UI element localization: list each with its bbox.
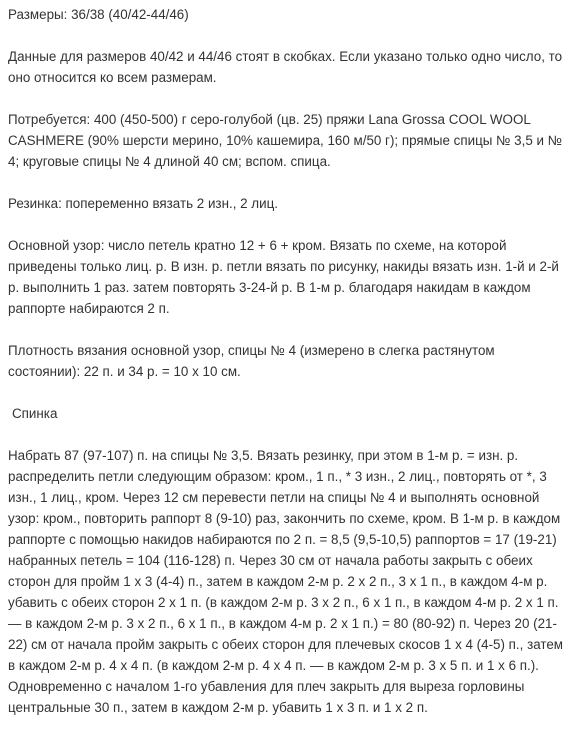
materials-paragraph: Потребуется: 400 (450-500) г серо-голубой (цв. 25) пряжи Lana Grossa COOL WOOL CASHMERE (90% шерсти мерино, 10% кашемира, 160 м/50 г); прямые спицы № 3,5 и № 4; круговые спицы № 4 длиной 40 см; вспом. спица. (8, 112, 563, 169)
back-instructions-paragraph: Набрать 87 (97-107) п. на спицы № 3,5. Вязать резинку, при этом в 1-м р. = изн. р. распределить петли следующим образом: кром., 1 п., * 3 изн., 2 лиц., повторять от *, 3 изн., 1 лиц., кром. Через 12 см перевести петли на спицы № 4 и выполнять основной узор: кром., повторить раппорт 8 (9-10) раз, закончить по схеме, кром. В 1-м р. в каждом раппорте с помощью накидов набираются по 2 п. = 8,5 (9,5-10,5) раппортов = 17 (19-21) набранных петель = 104 (116-128) п. Через 30 см от начала работы закрыть с обеих сторон для пройм 1 х 3 (4-4) п., затем в каждом 2-м р. 2 х 2 п., 3 х 1 п., в каждом 4-м р. убавить с обеих сторон 2 х 1 п. (в каждом 2-м р. 3 х 2 п., 6 х 1 п., в каждом 4-м р. 2 х 1 п. — в каждом 2-м р. 3 х 2 п., 6 х 1 п., в каждом 4-м р. 2 х 1 п.) = 80 (80-92) п. Через 20 (21-22) см от начала пройм закрыть с обеих сторон для плечевых скосов 1 х 4 (4-5) п., затем в каждом 2-м р. 4 х 4 п. (в каждом 2-м р. 4 х 4 п. — в каждом 2-м р. 3 х 5 п. и 1 х 6 п.). Одновременно с началом 1-го убавления для плеч закрыть для выреза горловины центральные 30 п., затем в каждом 2-м р. убавить 1 х 3 п. и 1 х 2 п. (8, 448, 564, 715)
rib-pattern-paragraph: Резинка: попеременно вязать 2 изн., 2 лиц. (8, 196, 278, 211)
sizes-note: Данные для размеров 40/42 и 44/46 стоят в скобках. Если указано только одно число, то оно относится ко всем размерам. (8, 49, 563, 85)
gauge-paragraph: Плотность вязания основной узор, спицы № 4 (измерено в слегка растянутом состоянии): 22 п. и 34 р. = 10 х 10 см. (8, 343, 495, 379)
document-body (8, 4, 564, 718)
main-pattern-paragraph: Основной узор: число петель кратно 12 + 6 + кром. Вязать по схеме, на которой приведены только лиц. р. В изн. р. петли вязать по рисунку, накиды вязать изн. 1-й и 2-й р. выполнить 1 раз. затем повторять 3-24-й р. В 1-м р. благодаря накидам в каждом раппорте набираются 2 п. (8, 238, 559, 316)
section-heading-back: Спинка (12, 406, 58, 421)
sizes-line: Размеры: 36/38 (40/42-44/46) (8, 7, 189, 22)
